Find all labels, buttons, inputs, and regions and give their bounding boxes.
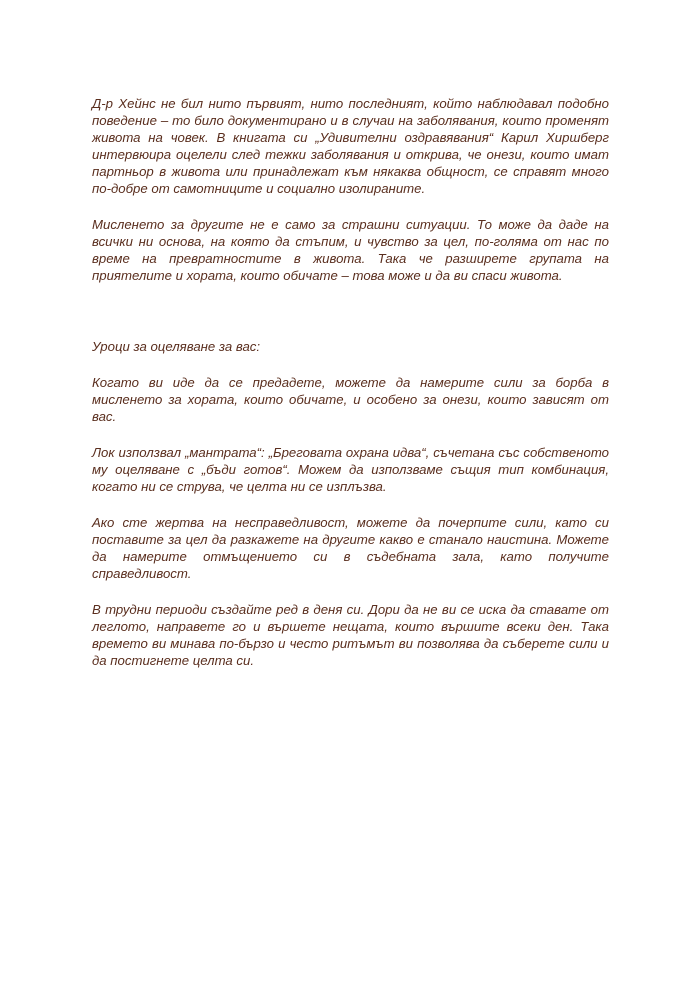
paragraph-lesson-mantra: Лок използвал „мантрата“: „Бреговата охрана идва“, съчетана със собственото му оцеляване с „бъди готов“. Можем да използваме същия тип комбинация, когато ни се струва, че целта ни се изплъзва. <box>92 445 609 494</box>
paragraph-intro: Д-р Хейнс не бил нито първият, нито последният, който наблюдавал подобно поведение – то било документирано и в случаи на заболявания, които променят живота на човек. В книгата си „Удивителни оздравявания“ Карил Хиршберг интервюира оцелели след тежки заболявания и открива, че онези, които имат партньор в живота или принадлежат към някаква общност, се справят много по-добре от самотниците и социално изолираните. <box>92 96 609 196</box>
paragraph-lesson-injustice: Ако сте жертва на несправедливост, можете да почерпите сили, като си поставите за цел да разкажете на другите какво е станало наистина. Можете да намерите отмъщението си в съдебната зала, като получите справедливост. <box>92 515 609 581</box>
section-heading-survival-lessons: Уроци за оцеляване за вас: <box>92 339 261 354</box>
paragraph-lesson-routine: В трудни периоди създайте ред в деня си. Дори да не ви се иска да ставате от леглото, направете го и вършете нещата, които вършите всеки ден. Така времето ви минава по-бързо и често ритъмът ви позволява да съберете сили и да постигнете целта си. <box>92 602 609 668</box>
paragraph-lesson-loved-ones: Когато ви иде да се предадете, можете да намерите сили за борба в мисленето за хората, които обичате, и особено за онези, които зависят от вас. <box>92 375 609 424</box>
document-body <box>92 95 609 669</box>
paragraph-thinking-of-others: Мисленето за другите не е само за страшни ситуации. То може да даде на всички ни основа, на която да стъпим, и чувство за цел, по-голяма от нас по време на превратностите в живота. Така че разширете групата на приятелите и хората, които обичате – това може и да ви спаси живота. <box>92 217 609 283</box>
